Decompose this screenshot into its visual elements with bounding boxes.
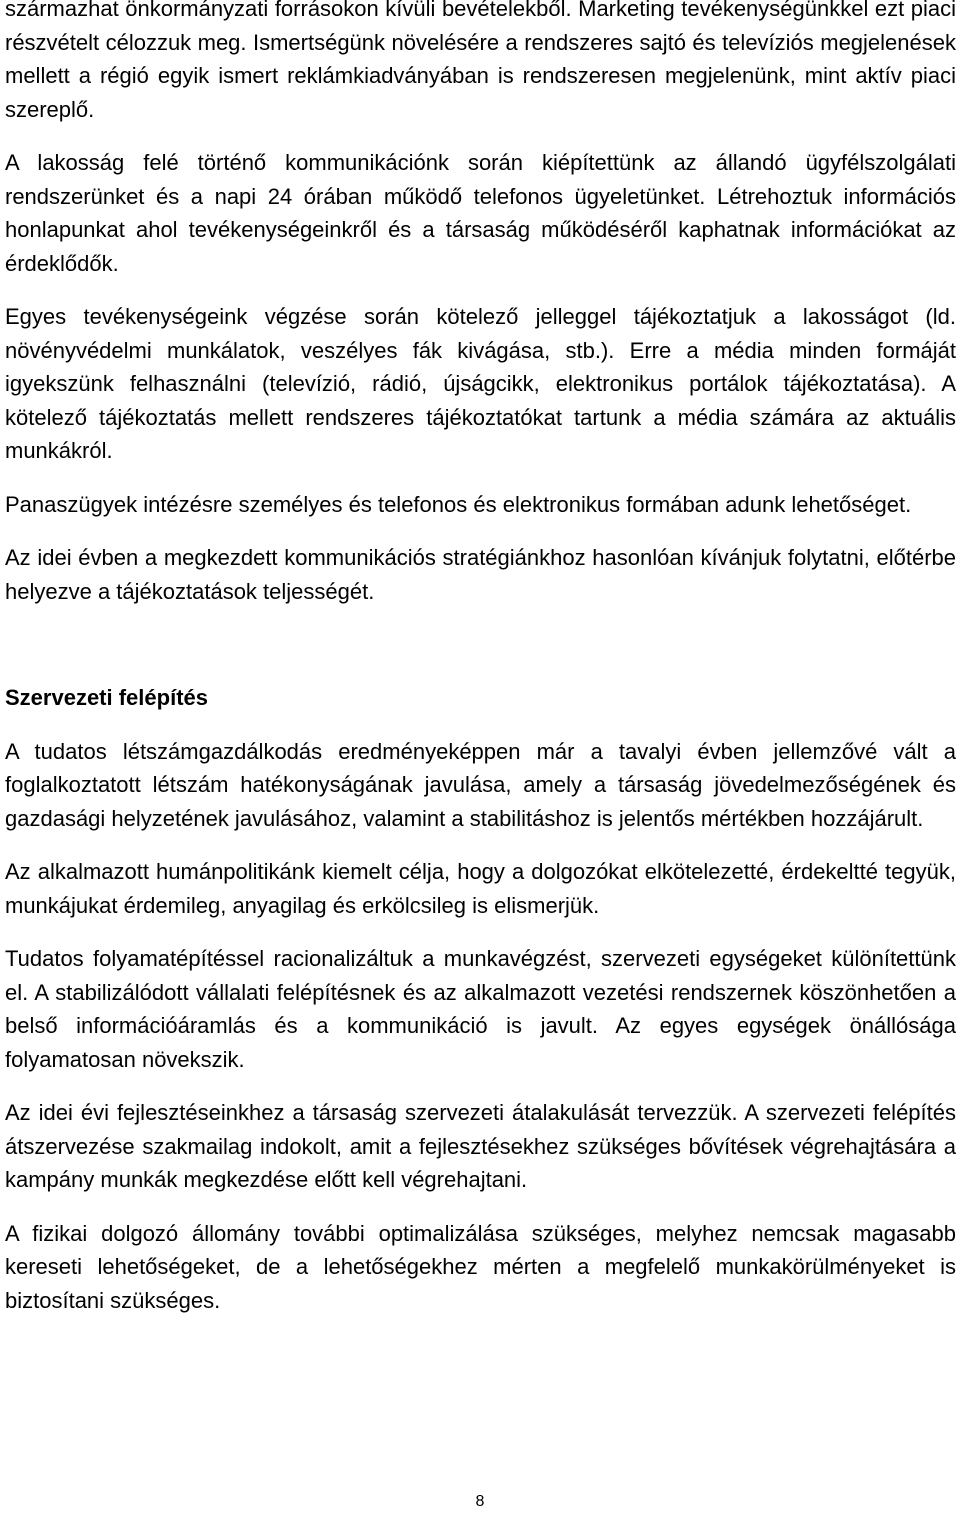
paragraph-public-information: Egyes tevékenységeink végzése során kötelező jelleggel tájékoztatjuk a lakosságot (ld. növényvédelmi munkálatok, veszélyes fák kivágása, stb.). Erre a média minden formáját igyekszünk felhasználni (televízió, rádió, újságcikk, elektronikus portálok tájékoztatása). A kötelező tájékoztatás mellett rendszeres tájékoztatókat tartunk a média számára az aktuális munkákról. (5, 304, 956, 463)
section-heading: Szervezeti felépítés (5, 685, 208, 710)
paragraph-workforce-optimization: A fizikai dolgozó állomány további optimalizálása szükséges, melyhez nemcsak magasabb kereseti lehetőségeket, de a lehetőségekhez mérten a megfelelő munkakörülményeket is biztosítani szükséges. (5, 1220, 956, 1313)
paragraph-marketing: származhat önkormányzati forrásokon kívüli bevételekből. Marketing tevékenységünkkel ezt piaci részvételt célozzuk meg. Ismertségünk növelésére a rendszeres sajtó és televíziós megjelenések mellett a régió egyik ismert reklámkiadványában is rendszeresen megjelenünk, mint aktív piaci szereplő. (5, 0, 956, 122)
paragraph-hr-policy: Az alkalmazott humánpolitikánk kiemelt célja, hogy a dolgozókat elkötelezetté, érdekeltté tegyük, munkájukat érdemileg, anyagilag és erkölcsileg is elismerjük. (5, 859, 956, 918)
paragraph-process-building: Tudatos folyamatépítéssel racionalizáltuk a munkavégzést, szervezeti egységeket különítettünk el. A stabilizálódott vállalati felépítésnek és az alkalmazott vezetési rendszernek köszönhetően a belső információáramlás és a kommunikáció is javult. Az egyes egységek önállósága folyamatosan növekszik. (5, 946, 956, 1072)
paragraph-reorganization: Az idei évi fejlesztéseinkhez a társaság szervezeti átalakulását tervezzük. A szervezeti felépítés átszervezése szakmailag indokolt, amit a fejlesztésekhez szükséges bővítések végrehajtására a kampány munkák megkezdése előtt kell végrehajtani. (5, 1100, 956, 1192)
paragraph-headcount: A tudatos létszámgazdálkodás eredményeképpen már a tavalyi évben jellemzővé vált a foglalkoztatott létszám hatékonyságának javulása, amely a társaság jövedelmezőségének és gazdasági helyzetének javulásához, valamint a stabilitáshoz is jelentős mértékben hozzájárult. (5, 738, 956, 831)
page-number: 8 (475, 1493, 485, 1510)
paragraph-communication: A lakosság felé történő kommunikációnk során kiépítettünk az állandó ügyfélszolgálati rendszerünket és a napi 24 órában működő telefonos ügyeletünket. Létrehoztuk információs honlapunkat ahol tevékenységeinkről és a társaság működéséről kaphatnak információkat az érdeklődők. (5, 150, 956, 276)
document-page (5, 0, 956, 1317)
paragraph-complaints: Panaszügyek intézésre személyes és telefonos és elektronikus formában adunk lehetőséget. (5, 491, 912, 517)
paragraph-communication-strategy: Az idei évben a megkezdett kommunikációs stratégiánkhoz hasonlóan kívánjuk folytatni, előtérbe helyezve a tájékoztatások teljességét. (5, 545, 956, 604)
